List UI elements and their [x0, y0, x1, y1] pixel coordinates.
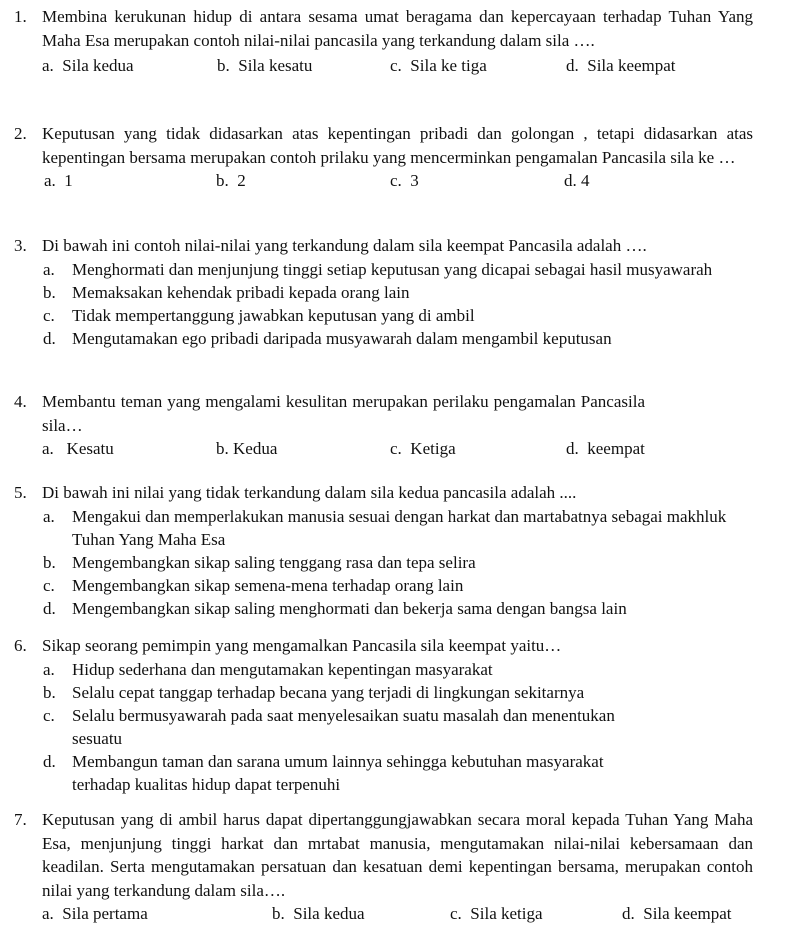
option-b[interactable]: b. Kedua	[216, 439, 278, 458]
option-a[interactable]: a. Menghormati dan menjunjung tinggi setiap keputusan yang dicapai sebagai hasil musyawarah	[43, 259, 713, 279]
option-a[interactable]: a. Hidup sederhana dan mengutamakan kepentingan masyarakat	[43, 659, 493, 679]
question-1	[0, 5, 805, 78]
option-d[interactable]: d. Membangun taman dan sarana umum lainnya sehingga kebutuhan masyarakat terhadap kualitas hidup dapat terpenuhi	[43, 751, 604, 794]
option-a[interactable]: a. 1	[44, 171, 73, 190]
question-3-options	[0, 258, 805, 350]
option-c[interactable]: c. 3	[390, 171, 419, 190]
question-4-stem	[0, 390, 805, 437]
question-text: Sikap seorang pemimpin yang mengamalkan Pancasila sila keempat yaitu…	[42, 636, 562, 655]
question-text: Membina kerukunan hidup di antara sesama umat beragama dan kepercayaan terhadap Tuhan Yang Maha Esa merupakan contoh nilai-nilai pancasila yang terkandung dalam sila ….	[42, 7, 753, 50]
question-1-stem	[0, 5, 805, 52]
option-a[interactable]: a. Mengakui dan memperlakukan manusia sesuai dengan harkat dan martabatnya sebagai makhluk Tuhan Yang Maha Esa	[43, 506, 727, 549]
option-b[interactable]: b. 2	[216, 171, 246, 190]
question-5	[0, 481, 805, 620]
question-4-options	[0, 437, 805, 461]
option-d[interactable]: d. Sila keempat	[566, 56, 676, 75]
question-number: 7.	[14, 810, 27, 829]
question-5-stem	[0, 481, 805, 505]
option-d[interactable]: d. 4	[564, 171, 590, 190]
option-b[interactable]: b. Selalu cepat tanggap terhadap becana yang terjadi di lingkungan sekitarnya	[43, 682, 585, 702]
option-c[interactable]: c. Ketiga	[390, 439, 456, 458]
option-c[interactable]: c. Sila ketiga	[450, 904, 543, 923]
question-3	[0, 234, 805, 350]
option-d[interactable]: d. Mengembangkan sikap saling menghormati dan bekerja sama dengan bangsa lain	[43, 598, 627, 618]
question-number: 5.	[14, 483, 27, 502]
option-d[interactable]: d. keempat	[566, 439, 645, 458]
question-number: 1.	[14, 7, 27, 26]
option-b[interactable]: b. Sila kesatu	[217, 56, 313, 75]
question-7-options	[0, 902, 805, 926]
question-4	[0, 390, 805, 461]
question-6	[0, 634, 805, 796]
option-b[interactable]: b. Memaksakan kehendak pribadi kepada orang lain	[43, 282, 410, 302]
option-a[interactable]: a. Kesatu	[42, 439, 114, 458]
option-c[interactable]: c. Sila ke tiga	[390, 56, 487, 75]
option-a[interactable]: a. Sila pertama	[42, 904, 148, 923]
question-text: Di bawah ini contoh nilai-nilai yang terkandung dalam sila keempat Pancasila adalah ….	[42, 236, 647, 255]
question-number: 3.	[14, 236, 27, 255]
question-3-stem	[0, 234, 805, 258]
question-2-stem	[0, 122, 805, 169]
question-2-options	[0, 169, 805, 193]
question-number: 2.	[14, 124, 27, 143]
question-text: Di bawah ini nilai yang tidak terkandung dalam sila kedua pancasila adalah ....	[42, 483, 577, 502]
question-6-options	[0, 658, 805, 796]
question-text: Keputusan yang tidak didasarkan atas kepentingan pribadi dan golongan , tetapi didasarkan atas kepentingan bersama merupakan contoh prilaku yang mencerminkan pengamalan Pancasila sila ke …	[42, 124, 753, 167]
option-a[interactable]: a. Sila kedua	[42, 56, 134, 75]
option-d[interactable]: d. Sila keempat	[622, 904, 732, 923]
question-6-stem	[0, 634, 805, 658]
question-text: Membantu teman yang mengalami kesulitan merupakan perilaku pengamalan Pancasila sila…	[42, 392, 645, 435]
option-b[interactable]: b. Mengembangkan sikap saling tenggang rasa dan tepa selira	[43, 552, 476, 572]
question-text: Keputusan yang di ambil harus dapat dipertanggungjawabkan secara moral kepada Tuhan Yang Maha Esa, menjunjung tinggi harkat dan mrtabat manusia, mengutamakan nilai-nilai kebersamaan dan keadilan. Serta mengutamakan persatuan dan kesatuan demi kepentingan bersama, merupakan contoh nilai yang terkandung dalam sila….	[42, 810, 753, 900]
question-1-options	[0, 54, 805, 78]
option-c[interactable]: c. Tidak mempertanggung jawabkan keputusan yang di ambil	[43, 305, 475, 325]
question-5-options	[0, 505, 805, 620]
question-7	[0, 808, 805, 926]
option-c[interactable]: c. Mengembangkan sikap semena-mena terhadap orang lain	[43, 575, 464, 595]
question-number: 6.	[14, 636, 27, 655]
option-d[interactable]: d. Mengutamakan ego pribadi daripada musyawarah dalam mengambil keputusan	[43, 328, 612, 348]
option-c[interactable]: c. Selalu bermusyawarah pada saat menyelesaikan suatu masalah dan menentukan sesuatu	[43, 705, 615, 748]
question-number: 4.	[14, 392, 27, 411]
option-b[interactable]: b. Sila kedua	[272, 904, 365, 923]
question-7-stem	[0, 808, 805, 902]
question-2	[0, 122, 805, 193]
